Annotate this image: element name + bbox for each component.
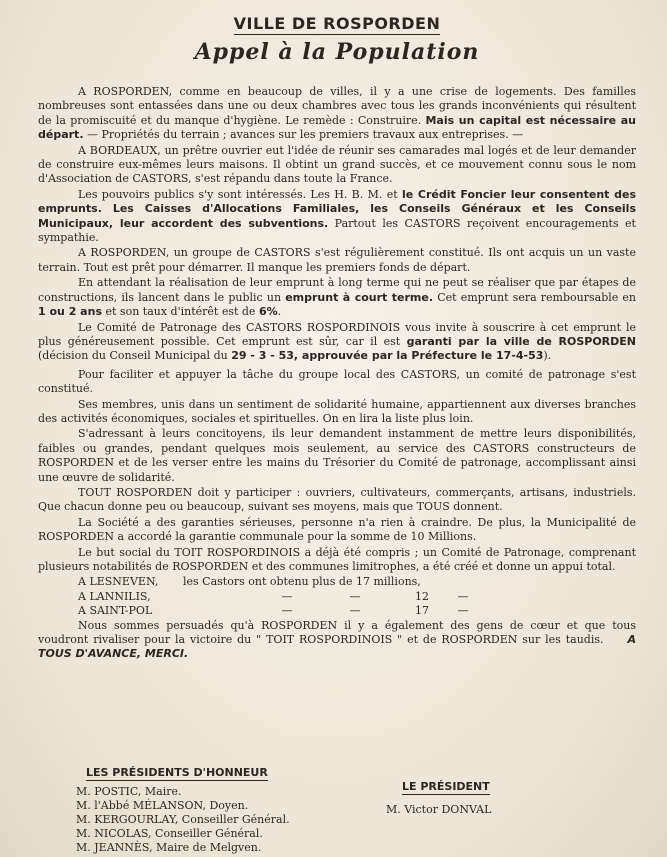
bold-run: 1 ou 2 ans [38, 305, 102, 319]
list-item: M. NICOLAS, Conseiller Général. [76, 827, 263, 840]
amount: 12 [415, 589, 429, 603]
paragraph-guarantees: La Société a des garanties sérieuses, personne n'a rien à craindre. De plus, la Municipalité de ROSPORDEN a accordé la garantie communale pour la somme de 10 Millions. [38, 515, 636, 544]
result-text: les Castors ont obtenu plus de 17 millions, [183, 575, 421, 589]
paragraph-public-powers [38, 188, 636, 246]
paragraph-appeal: S'adressant à leurs concitoyens, ils leur demandent instamment de mettre leurs disponibilités, faibles ou grandes, pendant quelques mois seulement, au service des CASTORS constructeurs de ROSPORDEN et de les verser entre les mains du Trésorier du Comité de patronage, accomplissant ainsi une œuvre de solidarité. [38, 427, 636, 484]
list-item: M. POSTIC, Maire. [76, 785, 182, 798]
text-run: Cet emprunt sera remboursable en [433, 290, 637, 304]
ditto-mark: — [281, 589, 293, 603]
town-label: A SAINT-POL [78, 604, 153, 618]
honorary-presidents-title: LES PRÉSIDENTS D'HONNEUR [86, 766, 268, 779]
town-label: A LANNILIS, [78, 589, 151, 603]
list-item: M. JEANNÈS, Maire de Melgven. [76, 841, 262, 854]
honorary-presidents-list [76, 785, 376, 855]
document-title: Appel à la Population [194, 39, 480, 65]
document-page [38, 14, 636, 662]
paragraph-committee-invite [38, 321, 636, 364]
town-name: VILLE DE ROSPORDEN [233, 14, 441, 33]
ditto-mark: — [349, 604, 361, 618]
text-run: Le Comité de Patronage des CASTORS ROSPORDINOIS vous invite à souscrire à cet emprunt le plus généreusement possible. Cet emprunt est sûr, car il est [38, 320, 636, 348]
paragraph-bordeaux: A BORDEAUX, un prêtre ouvrier eut l'idée de réunir ses camarades mal logés et de leur demander de construire eux-mêmes leurs maisons. Il obtint un grand succès, et ce mouvement connu sous le nom d'Association de CASTORS, s'est répandu dans toute la France. [38, 143, 636, 186]
paragraph-social-goal: Le but social du TOIT ROSPORDINOIS a déjà été compris ; un Comité de Patronage, comprenant plusieurs notabilités de ROSPORDEN et des communes limitrophes, a été créé et donne un appui total. [38, 545, 636, 573]
text-run: Nous sommes persuadés qu'à ROSPORDEN il y a également des gens de cœur et que tous voudront rivaliser pour la victoire du " TOIT ROSPORDINOIS " et de ROSPORDEN sur les taudis. [38, 618, 636, 647]
bold-run: emprunt à court terme. [285, 290, 434, 304]
paragraph-housing-crisis [38, 85, 636, 143]
paragraph-loan [38, 276, 636, 319]
document-heading [38, 14, 636, 65]
paragraph-closing [38, 619, 636, 662]
bold-run: 29 - 3 - 53, approuvée par la Préfecture le 17-4-53 [231, 349, 544, 363]
ditto-mark: — [349, 589, 361, 603]
bold-run: Mais un capital est nécessaire au départ. [38, 113, 636, 142]
text-run: ). [543, 349, 552, 363]
list-item: M. KERGOURLAY, Conseiller Général. [76, 813, 290, 826]
town-label: A LESNEVEN, [78, 575, 159, 589]
text-run: (décision du Conseil Municipal du [38, 349, 232, 363]
text-run: A ROSPORDEN, comme en beaucoup de villes, il y a une crise de logements. Des familles nombreuses sont entassées dans une ou deux chambres avec tous les grands inconvénients qui résultent de la promiscuité et du manque d'hygiène. Le remède : Construire. [38, 85, 636, 127]
text-run: . [277, 305, 282, 319]
list-item: M. l'Abbé MÉLANSON, Doyen. [76, 799, 249, 812]
text-run: et son taux d'intérêt est de [102, 305, 259, 319]
ditto-mark: — [281, 604, 293, 618]
president-block [386, 780, 586, 817]
amount: 17 [415, 604, 429, 618]
text-run: — Propriétés du terrain ; avances sur les premiers travaux aux entreprises. — [83, 128, 524, 142]
bold-run: le Crédit Foncier leur consentent des emprunts. Les Caisses d'Allocations Familiales, les Conseils Généraux et les Conseils Municipaux, leur accordent des subventions. [38, 187, 636, 230]
result-row [38, 604, 636, 618]
paragraph-all-rosporden: TOUT ROSPORDEN doit y participer : ouvriers, cultivateurs, commerçants, artisans, industriels. Que chacun donne peu ou beaucoup, suivant ses moyens, mais que TOUS donnent. [38, 485, 636, 514]
honorary-presidents [76, 766, 376, 855]
text-run: Les pouvoirs publics s'y sont intéressés. Les H. B. M. et [78, 187, 402, 201]
bold-run: garanti par la ville de ROSPORDEN [406, 334, 636, 348]
president-title: LE PRÉSIDENT [402, 780, 490, 793]
thanks-line: A TOUS D'AVANCE, MERCI. [38, 633, 636, 661]
paragraph-rosporden-group: A ROSPORDEN, un groupe de CASTORS s'est régulièrement constitué. Ils ont acquis un un vaste terrain. Tout est prêt pour démarrer. Il manque les premiers fonds de départ. [38, 246, 636, 274]
result-row [38, 575, 636, 589]
paragraph-members: Ses membres, unis dans un sentiment de solidarité humaine, appartiennent aux diverses branches des activités économiques, sociales et spirituelles. On en lira la liste plus loin. [38, 397, 636, 425]
president-name: M. Victor DONVAL [386, 803, 492, 816]
result-row [38, 590, 636, 604]
document-body [38, 85, 636, 662]
text-run: En attendant la réalisation de leur emprunt à long terme qui ne peut se réaliser que par étapes de constructions, ils lancent dans le public un [38, 276, 636, 304]
bold-run: 6% [258, 305, 278, 319]
results-list [38, 575, 636, 618]
text-run: Partout les CASTORS reçoivent encouragements et sympathie. [38, 216, 636, 245]
ditto-mark: — [457, 589, 469, 603]
paragraph-committee: Pour faciliter et appuyer la tâche du groupe local des CASTORS, un comité de patronage s'est constitué. [38, 367, 636, 396]
ditto-mark: — [457, 604, 469, 618]
